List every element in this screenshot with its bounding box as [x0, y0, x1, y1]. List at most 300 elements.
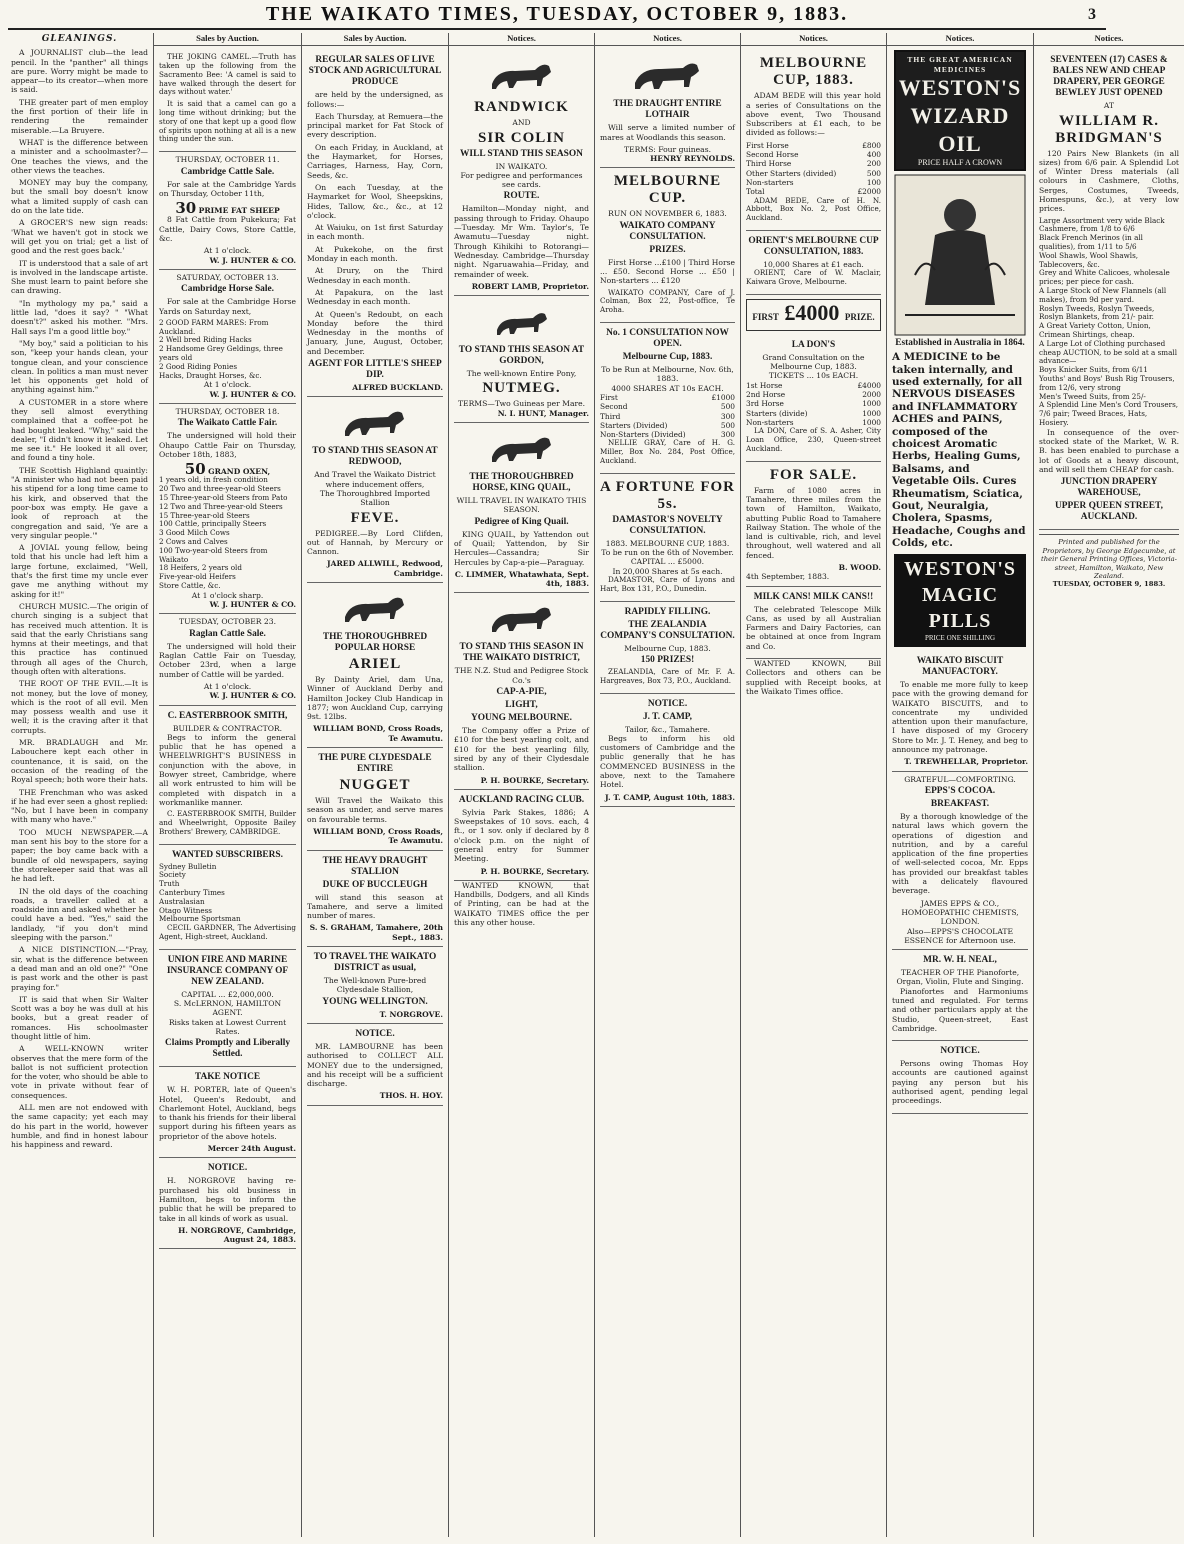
auction-detail: 8 Fat Cattle from Pukekura; Fat Cattle, Dairy Cows, Store Cattle, &c. [159, 215, 296, 244]
column-notices-4 [887, 33, 1034, 1537]
auction-item: 2 Good Riding Ponies [159, 361, 238, 371]
publication-item: Australasian [159, 896, 205, 906]
union-insurance-ad [159, 950, 296, 1067]
prize-value: 1000 [862, 399, 881, 409]
gleanings-title: GLEANINGS. [41, 34, 118, 44]
stallion-name: FEVE. [350, 509, 400, 526]
publication-item: Sydney Bulletin [159, 861, 217, 871]
column-header: Notices. [887, 33, 1033, 46]
prize-label: First [600, 392, 618, 402]
auction-item: Five-year-old Heifers [159, 572, 236, 582]
prize-label: Second [600, 402, 628, 412]
drapery-item: A Large Lot of Clothing purchased cheap AUCTION, to be sold at a small advance— [1039, 338, 1178, 366]
column-header: Notices. [595, 33, 740, 46]
prize-label: Third [600, 411, 621, 421]
stud-prize-note: The Company offer a Prize of £10 for the best yearling colt, and £10 for the best yearling filly, sired by any of their Clydesdale stallion. [454, 726, 589, 773]
orient-ad [746, 231, 881, 295]
prize-label: Total [746, 187, 765, 197]
sheep-dip-agent: AGENT FOR LITTLE'S SHEEP DIP. [308, 359, 442, 381]
prize-row [746, 150, 881, 159]
auction-date: SATURDAY, OCTOBER 13. [176, 272, 279, 282]
nutmeg-ad [454, 296, 589, 423]
notice-signature: THOS. H. HOY. [379, 1091, 443, 1101]
gleaning-paragraph: A CUSTOMER in a store where they sell almost everything complained that a coffee-pot he had bought leaked. "Why," said the dealer, "I didn't know it leaked. Let me see it." He looked it all over, and found a tiny hole. [11, 397, 148, 463]
lothair-title: THE DRAUGHT ENTIRE LOTHAIR [613, 99, 722, 121]
zealandia-prizes: 150 PRIZES! [640, 654, 695, 665]
drapery-note: In consequence of the over-stocked state of the Market, W. R. B. has been enabled to purchase a lot of Goods at a heavy discount, and will sell them CHEAP for cash. [1039, 427, 1179, 474]
prize-label: First Horse [746, 140, 789, 150]
gleaning-paragraph: IT is said that when Sir Walter Scott was a boy he was dull at his books, but a great reader of romances. His schoolmaster thought little of him. [11, 994, 148, 1041]
auction-item: 12 Two and Three-year-old Steers [159, 501, 283, 511]
publication-item: Society [159, 870, 186, 880]
orient-address: ORIENT, Care of W. Maclair, Kaiwara Grove, Melbourne. [746, 268, 881, 287]
neal-body: Pianofortes and Harmoniums tuned and regulated. For terms and other particulars apply at the Studio, Queen-street, East Cambridge. [892, 986, 1028, 1033]
publication-item: Canterbury Times [159, 887, 225, 897]
masthead-rule [8, 28, 1106, 30]
sale-item: At Papakura, on the last Wednesday in each month. [307, 287, 443, 307]
notice-body: W. H. PORTER, late of Queen's Hotel, Queen's Redoubt, and Charlemont Hotel, Auckland, begs to thank his friends for their liberal support during his fifteen years as proprietor of the above hotels. [159, 1085, 296, 1141]
prize-label: 3rd Horse [746, 399, 784, 409]
stallion-body: will stand this season at Tamahere, and serve a limited number of mares. [307, 892, 443, 921]
adam-bede-address: ADAM BEDE, Care of H. N. Abbott, Box No. 2, Post Office, Auckland. [746, 195, 881, 223]
prize-value: 500 [720, 402, 735, 412]
pony-illustration [477, 302, 567, 342]
prize-row [746, 399, 881, 408]
auction-list [159, 476, 296, 590]
printer-imprint [1039, 534, 1179, 588]
zealandia-title: THE ZEALANDIA COMPANY'S CONSULTATION. [600, 619, 735, 641]
subscribers-title: WANTED SUBSCRIBERS. [172, 849, 283, 860]
neal-subjects: TEACHER OF THE Pianoforte, Organ, Violin, Flute and Singing. [896, 968, 1024, 987]
auction-lead: For sale at the Cambridge Yards on Thursday, October 11th, [159, 179, 296, 198]
auction-time: At 1 o'clock. [203, 380, 252, 390]
notice-title: NOTICE. [647, 698, 688, 709]
king-quail-ad [454, 423, 589, 593]
prize-table [600, 393, 735, 439]
auction-item: 2 GOOD FARM MARES: From Auckland. [159, 317, 269, 336]
consultation-name: WAIKATO COMPANY CONSULTATION. [619, 220, 716, 242]
la-don-title: LA DON'S [791, 339, 836, 350]
stallion-owner: JARED ALLWILL, Redwood, Cambridge. [327, 559, 443, 578]
notice-title: NOTICE. [207, 1163, 248, 1174]
epps-chocolate: Also—EPPS'S CHOCOLATE ESSENCE for Afternoon use. [904, 926, 1016, 945]
magic-pills-price: PRICE ONE SHILLING [925, 633, 995, 642]
zealandia-address: ZEALANDIA, Care of Mr. F. A. Hargreaves, Box 73, P.O., Auckland. [600, 666, 735, 685]
stallion-subtitle: And Travel the Waikato District where inducement offers, [314, 470, 436, 489]
melbourne-cup-title: MELBOURNE CUP. [613, 173, 722, 207]
gleaning-paragraph: "In mythology my pa," said a little lad, "does it say? " "What doesn't?" asked his mother. "Mrs. Hall says I'm a good little boy." [11, 298, 148, 336]
gleaning-paragraph: IT is understood that a sale of art is involved in the landscape artiste. She must learn to paint before she can drawing. [11, 258, 148, 296]
sales-list [307, 112, 443, 356]
pony-name: NUTMEG. [482, 380, 561, 397]
sale-item: At Waiuku, on 1st first Saturday in each month. [307, 223, 443, 242]
lothair-ad [600, 50, 735, 168]
auction-item: 18 Heifers, 2 years old [159, 563, 242, 573]
nellie-gray-ad [600, 323, 735, 474]
prize-label: Second Horse [746, 150, 799, 160]
notice-title: TAKE NOTICE [194, 1072, 261, 1083]
prize-label: Non-starters [746, 417, 794, 427]
notice-body: H. NORGROVE having re-purchased his old business in Hamilton, begs to inform the public that he will be prepared to take in all kinds of work as usual. [159, 1176, 296, 1223]
drapery-title: SEVENTEEN (17) CASES & BALES NEW AND CHEAP DRAPERY, PER GEORGE BEWLEY JUST OPENED [1050, 55, 1168, 99]
prizes-title: PRIZES. [649, 244, 686, 255]
first-word: FIRST [752, 311, 779, 322]
newspaper-title: THE WAIKATO TIMES, TUESDAY, OCTOBER 9, 1883. [265, 2, 849, 25]
column-notices-5 [1034, 33, 1184, 1537]
prize-row [600, 393, 735, 402]
damastor-ad [600, 474, 735, 602]
drapery-at: AT [1103, 101, 1115, 111]
stallion-ariel-ad [307, 583, 443, 748]
prize-table [746, 381, 881, 427]
drapery-list [1039, 217, 1179, 428]
printing-wanted-ad: WANTED KNOWN, that Handbills, Dodgers, and all Kinds of Printing, can be had at the WAIKATO TIMES office the per this any other house. [454, 880, 589, 928]
gleaning-paragraph: A GROCER'S new sign reads: 'What we haven't got in stock we will get you on trial; get a list of good and the rest goes back.' [11, 218, 148, 256]
prize-label: 1st Horse [746, 380, 783, 390]
notice-signature: H. NORGROVE, Cambridge, August 24, 1883. [178, 1225, 296, 1245]
subscribers-firm: CECIL GARDNER, The Advertising Agent, High-street, Auckland. [159, 923, 296, 941]
secretary-name: P. H. BOURKE, Secretary. [480, 775, 589, 785]
drapery-item: Grey and White Calicoes, wholesale prices; per piece for cash. [1039, 268, 1170, 287]
builder-body: Begs to inform the general public that he has opened a WHEELWRIGHT'S BUSINESS in conjunction with the above, in Bowyer street, Cambridge, where all work entrusted to him will be completed with dispatch in a workmanlike manner. [159, 732, 296, 807]
draught-horse-illustration [623, 56, 713, 96]
prize-lines: First Horse ...£100 | Third Horse ... £50. Second Horse ... £50 | Non-starters ... £120 [600, 257, 735, 286]
stallion-wellington-ad [307, 947, 443, 1024]
wizard-oil-body: A MEDICINE to be taken internally, and used externally, for all NERVOUS DISEASES and INFLAMMATORY ACHES and PAINS, composed of the choicest Aromatic Herbs, Healing Gums, Balsams, and Vegetable Oils. Cures Rheumatism, Sciatica, Gout, Neuralgia, Cholera, Spasms, Headache, Coughs and Colds, etc. [892, 351, 1026, 550]
stand-title: WILL STAND THIS SEASON [460, 148, 583, 159]
gleaning-paragraph: TOO MUCH NEWSPAPER.—A man sent his boy to the store for a paper; the boy came back with a bundle of old newspapers, saying the storekeeper said that was all he had left. [11, 827, 148, 884]
notice-signature: J. T. CAMP, August 10th, 1883. [605, 792, 735, 802]
prize-label: Non-starters [746, 177, 794, 187]
epps-tagline: GRATEFUL—COMFORTING. [904, 774, 1016, 784]
column-header: Notices. [741, 33, 886, 46]
stallion-feve-ad [307, 397, 443, 583]
prize-row [600, 402, 735, 411]
manager-name: N. I. HUNT, Manager. [497, 408, 589, 418]
colin-name: SIR COLIN [478, 129, 565, 146]
gleanings-list [11, 48, 148, 1149]
racing-club-secretary: P. H. BOURKE, Secretary. [480, 866, 589, 876]
publication-item: Truth [159, 879, 180, 889]
stallion-title: TO TRAVEL THE WAIKATO DISTRICT as usual, [313, 952, 437, 974]
auction-time: At 1 o'clock. [203, 681, 252, 691]
biscuit-proprietor: T. TREWHELLAR, Proprietor. [904, 757, 1028, 767]
drapery-item: A Splendid Line Men's Cord Trousers, 7/6 pair; Tweed Braces, Hats, Hosiery. [1039, 400, 1179, 427]
prize-value: 400 [866, 150, 881, 160]
prize-value: 1000 [862, 417, 881, 427]
auction-lead: The undersigned will hold their Raglan Cattle Fair on Tuesday, October 23rd, when a large number of Cattle will be yarded. [159, 641, 296, 679]
publication-list [159, 863, 296, 925]
adam-bede-body: ADAM BEDE will this year hold a series of Consultations on the above event, Two Thousand Subscribers at £1 each, to be divided as follows:— [746, 91, 881, 138]
stand-title: THE THOROUGHBRED HORSE, KING QUAIL, [469, 472, 574, 494]
prize-row [600, 412, 735, 421]
waikato-consultation-ad [600, 168, 735, 323]
consultation-shares: 4000 SHARES AT 10s EACH. [611, 383, 724, 393]
column-gleanings [6, 33, 154, 1537]
drapery-item: Black French Merinos (in all qualities), from 1/11 to 5/6 [1039, 233, 1143, 252]
stallion-name: ARIEL [348, 655, 402, 672]
lot-number: 50 [184, 460, 206, 479]
lot-number: 30 [175, 199, 197, 218]
fortune-address: DAMASTOR, Care of Lyons and Hart, Box 131, P.O., Dunedin. [600, 575, 735, 593]
sale-item: At Queen's Redoubt, on each Monday before the third Wednesday in the months of January, June, August, October, and December. [307, 309, 443, 356]
biscuit-title: WAIKATO BISCUIT MANUFACTORY. [916, 655, 1004, 677]
la-don-subtitle: Grand Consultation on the Melbourne Cup, 1883. [762, 352, 865, 372]
junction-address: UPPER QUEEN STREET, AUCKLAND. [1055, 501, 1163, 523]
pedigree-body: KING QUAIL, by Yattendon out of Quail; Yattendon, by Sir Hercules—Cassandra; Sir Hercules by Cap-a-pie—Paraguay. [454, 529, 589, 567]
prize-label: Starters (divide) [746, 408, 808, 418]
auction-item: Hacks, Draught Horses, &c. [159, 370, 262, 380]
camel-lead: THE JOKING CAMEL.—Truth has taken up the following from the Sacramento Bee: 'A camel is said to have walked through the desert for days without water.' [159, 52, 296, 97]
notice-title: NOTICE. [940, 1046, 980, 1057]
auction-time: At 1 o'clock sharp. [191, 590, 264, 600]
for-sale-title: FOR SALE. [769, 466, 858, 483]
gleaning-paragraph: A JOVIAL young fellow, being told that his uncle had left him a large fortune, exclaimed, "Well, that's the first time my uncle ever gave me anything without my asking for it!" [11, 543, 148, 599]
established-line: Established in Australia in 1864. [895, 338, 1025, 349]
consultation-address: WAIKATO COMPANY, Care of J. Colman, Box 22, Post-office, Te Aroha. [600, 287, 735, 315]
epps-subtitle: BREAKFAST. [930, 798, 990, 809]
lothair-owner: HENRY REYNOLDS. [650, 154, 735, 164]
and-word: AND [512, 118, 531, 128]
stallion-nugget-ad [307, 748, 443, 850]
drapery-item: Boys Knicker Suits, from 6/11 [1039, 365, 1148, 375]
prize-value: £4000 [857, 380, 881, 390]
builder-ad [159, 706, 296, 845]
horse-illustration [477, 56, 567, 96]
stallion-owner: WILLIAM BOND, Cross Roads, Te Awamutu. [313, 724, 443, 743]
gleaning-paragraph: "My boy," said a politician to his son, "keep your hands clean, your tongue clean, and your conscience clean. In politics a man must never let his opponents get hold of anything against him." [11, 338, 148, 395]
auction-lead: The undersigned will hold their Ohaupo Cattle Fair on Thursday, October 18th, 1883, [159, 431, 296, 459]
auction-item: 2 Handsome Grey Geldings, three years old [159, 344, 283, 363]
regular-sales-intro: are held by the undersigned, as follows:— [307, 90, 443, 109]
epps-cocoa-ad [892, 772, 1028, 950]
owner-name: C. LIMMER, Whatawhata, Sept. 4th, 1883. [454, 569, 589, 589]
sale-item: At Drury, on the Third Wednesday in each month. [307, 266, 443, 285]
auction-date: TUESDAY, OCTOBER 23. [179, 617, 276, 627]
gleaning-paragraph: ALL men are not endowed with the same capacity; yet each may do his part in the world, however humble, and find in honest labour his happiness and reward. [11, 1103, 148, 1150]
la-don-ad [746, 335, 881, 462]
for-sale-date: 4th September, 1883. [746, 572, 830, 582]
subscribers-ad [159, 845, 296, 950]
stallion-owner: S. S. GRAHAM, Tamahere, 20th Sept., 1883. [309, 923, 443, 942]
union-claims: Claims Promptly and Liberally Settled. [164, 1038, 291, 1060]
prize-value: £1000 [711, 392, 735, 402]
regular-sales-title: REGULAR SALES OF LIVE STOCK AND AGRICULTURAL PRODUCE [308, 55, 442, 88]
rapidly-filling: RAPIDLY FILLING. [624, 606, 711, 617]
gleaning-paragraph: THE Frenchman who was asked if he had ever seen a ghost replied: "No, but I have been in company with many who have." [11, 787, 148, 825]
farm-for-sale-ad [746, 462, 881, 587]
regular-sales-ad [307, 50, 443, 397]
builder-trade: BUILDER & CONTRACTOR. [172, 723, 283, 733]
notice-body: MR. LAMBOURNE has been authorised to COLLECT ALL MONEY due to the undersigned, and his receipt will be a sufficient discharge. [307, 1041, 443, 1089]
racing-club-ad [454, 790, 589, 881]
route-title: ROUTE. [503, 191, 540, 202]
auction-lead: For sale at the Cambridge Horse Yards on Saturday next, [159, 297, 296, 316]
auction-cambridge-cattle [159, 152, 296, 270]
sale-item: Each Thursday, at Remuera—the principal market for Fat Stock of every description. [307, 111, 443, 140]
column-header: Notices. [449, 33, 594, 46]
stud-company: THE N.Z. Stud and Pedigree Stock Co.'s [454, 666, 589, 685]
horse-illustration [330, 403, 420, 443]
auction-item: 100 Two-year-old Steers from Waikato [159, 545, 268, 564]
nz-stud-ad [454, 593, 589, 789]
sale-item: On each Friday, in Auckland, at the Haymarket, for Horses, Carriages, Harness, Hay, Corn, Seeds, &c. [307, 142, 443, 180]
auction-title: The Waikato Cattle Fair. [177, 418, 278, 429]
fortune-capital: CAPITAL ... £5000. [630, 557, 705, 567]
consultation-event: Melbourne Cup, 1883. [622, 352, 713, 363]
page-number: 3 [1088, 6, 1096, 23]
stallion-owner: T. NORGROVE. [379, 1009, 443, 1019]
stallion-owner: WILLIAM BOND, Cross Roads, Te Awamutu. [313, 826, 443, 846]
gleaning-paragraph: A WELL-KNOWN writer observes that the mere form of the ballot is not sufficient protection for the voter, who should be able to vote in private without fear of consequences. [11, 1044, 148, 1100]
auction-item: 2 Cows and Calves [159, 537, 228, 547]
auction-firm: W. J. HUNTER & CO. [209, 691, 296, 701]
auction-firm: W. J. HUNTER & CO. [209, 600, 296, 610]
camel-story [159, 50, 296, 152]
for-sale-body: Farm of 1080 acres in Tamahere, three miles from the town of Hamilton, Waikato, abutting Public Road to Tamahere Railway Station. The whole of the land is cultivable, rich, and level throughout, well watered and all fenced. [746, 485, 881, 560]
pedigree-note: For pedigree and performances see cards. [460, 170, 583, 190]
gleaning-paragraph: MONEY may buy the company, but the small boy doesn't know what a limited supply of cash can do on the late tide. [11, 178, 148, 216]
norgrove-notice [159, 1158, 296, 1249]
stud-terms: TERMS—Two Guineas per Mare. [457, 399, 586, 409]
auction-item: 100 Cattle, principally Steers [159, 519, 267, 529]
pedigree-title: Pedigree of King Quail. [474, 516, 569, 527]
column-auction-1 [154, 33, 302, 1537]
fortune-subtitle: DAMASTOR'S NOVELTY CONSULTATION. [612, 514, 723, 536]
prize-value: 500 [720, 420, 735, 430]
randwick-name: RANDWICK [474, 99, 569, 116]
sale-item: On each Tuesday, at the Haymarket for Wool, Sheepskins, Hides, Tallow, &c., &c., at 12 o'clock. [307, 182, 443, 220]
auction-item: 15 Three-year-old Steers from Pato [159, 493, 288, 503]
prize-row [746, 409, 881, 418]
zealandia-ad [600, 602, 735, 694]
auction-date: THURSDAY, OCTOBER 18. [175, 407, 280, 416]
auction-item: 1 years old, in fresh condition [159, 475, 268, 485]
epps-maker: JAMES EPPS & CO., HOMOEOPATHIC CHEMISTS, LONDON. [901, 898, 1019, 927]
milk-cans-ad [746, 587, 881, 659]
receipt-books-ad: WANTED KNOWN, Bill Collectors and others can be supplied with Receipt books, at the Waikato Times office. [746, 659, 881, 696]
newspaper-columns [6, 33, 1179, 1537]
horse-illustration [330, 589, 420, 629]
zealandia-event: Melbourne Cup, 1883. [624, 643, 711, 653]
auctioneer-firm: ALFRED BUCKLAND. [352, 383, 443, 393]
stallion-title: THE PURE CLYDESDALE ENTIRE [318, 753, 432, 775]
auction-items [159, 319, 296, 381]
notice-body: Begs to inform his old customers of Cambridge and the public generally that he has COMMENCED BUSINESS in the above, next to the Tamahere Hotel. [600, 733, 735, 790]
drapery-item: A Great Variety Cotton, Union, Crimean Shirtings, cheap. [1039, 321, 1151, 340]
auction-lot [159, 460, 296, 479]
stallion-subtitle: The Well-known Pure-bred Clydesdale Stallion, [323, 976, 427, 995]
notice-signature: Mercer 24th August. [207, 1144, 296, 1154]
union-capital: CAPITAL ... £2,000,000. [181, 989, 274, 999]
auction-raglan [159, 614, 296, 705]
prize-row [600, 421, 735, 430]
drapery-body: 120 Pairs New Blankets (in all sizes) from 6/6 pair. A Splendid Lot of Winter Dress materials (all colours in Cashmere, Cloths, Serges, Costumes, Tweeds, Homespuns, &c.), at very low prices. [1039, 148, 1179, 214]
route-body: Hamilton—Monday night, and passing through to Friday. Ohaupo—Tuesday. Mr Wm. Taylor's, Te Awamutu—Tuesday night. Through Kihikihi to Rotorangi—Wednesday. Cambridge—Thursday night. Ngaruawahia—Friday, and remainder of week. [454, 204, 589, 279]
column-notices-1 [449, 33, 595, 1537]
randwick-ad [454, 50, 589, 296]
milk-cans-title: MILK CANS! MILK CANS!! [753, 591, 874, 602]
orient-title: ORIENT'S MELBOURNE CUP CONSULTATION, 1883. [748, 235, 879, 257]
stallion-name: YOUNG WELLINGTON. [322, 996, 428, 1007]
stallion-pedigree: PEDIGREE.—By Lord Clifden, out of Hannah, by Mercury or Cannon. [307, 528, 443, 557]
la-don-tickets: TICKETS ... 10s EACH. [768, 371, 859, 381]
union-agent: S. McLERNON, HAMILTON AGENT. [173, 999, 282, 1018]
column-notices-2 [595, 33, 741, 1537]
stallion-title: TO STAND THIS SEASON AT REDWOOD, [312, 446, 438, 468]
auction-item: 15 Three-year-old Steers [159, 510, 250, 520]
column-notices-3 [741, 33, 887, 1537]
auction-firm: W. J. HUNTER & CO. [209, 255, 296, 265]
auction-title: Cambridge Horse Sale. [181, 284, 274, 295]
orient-shares: 10,000 Shares at £1 each. [763, 259, 864, 269]
consultation-run: To be Run at Melbourne, Nov. 6th, 1883. [601, 365, 734, 384]
prize-label: Non-Starters (Divided) [600, 430, 686, 440]
prize-row [746, 169, 881, 178]
first-prize-banner [746, 299, 881, 331]
gleaning-paragraph: IN the old days of the coaching roads, a traveller called at a roadside inn and asked whether he could have a bed. "Yes," said the landlady, "if you don't mind sleeping with the parson." [11, 886, 148, 943]
union-risks: Risks taken at Lowest Current Rates. [168, 1017, 287, 1036]
publication-item: Melbourne Sportsman [159, 914, 241, 924]
wizard-woodcut-illustration [895, 175, 1025, 335]
imprint-date: TUESDAY, OCTOBER 9, 1883. [1052, 580, 1166, 589]
bridgman-drapery-ad [1039, 50, 1179, 530]
drapery-item: Roslyn Tweeds, Roslyn Tweeds, Roslyn Blankets, from 21/- pair. [1039, 303, 1155, 322]
la-don-address: LA DON, Care of S. A. Asher, City Loan Office, 230, Queen-street Auckland. [746, 426, 881, 453]
builder-address: C. EASTERBROOK SMITH, Builder and Wheelwright, Opposite Bailey Brothers' Brewery, CAMBRIDGE. [159, 809, 296, 836]
gleaning-paragraph: WHAT is the difference between a minister and a schoolmaster?—One teaches the views, and the other views the teaches. [11, 137, 148, 175]
column-header: Sales by Auction. [302, 33, 448, 46]
prize-label: Other Starters (divided) [746, 168, 837, 178]
stallion-name: DUKE OF BUCCLEUGH [322, 879, 428, 890]
prize-label: Third Horse [746, 159, 792, 169]
auction-cambridge-horse [159, 270, 296, 404]
drapery-item: Wool Shawls, Wool Shawls, Tablecovers, &c. [1039, 250, 1139, 269]
column-header: Sales by Auction. [154, 33, 301, 46]
lot-item: GRAND OXEN, [208, 467, 271, 477]
melbourne-cup-title: MELBOURNE CUP, 1883. [759, 55, 868, 89]
prize-value: 200 [866, 159, 881, 169]
stallion-title: THE THOROUGHBRED POPULAR HORSE [322, 631, 428, 653]
stand-subtitle: WILL TRAVEL IN WAIKATO THIS SEASON. [456, 496, 587, 515]
drapery-item: Youths' and Boys' Bush Rig Trousers, from 12/6, very strong [1039, 374, 1175, 392]
prize-value: £800 [862, 140, 881, 150]
drapery-item: Large Assortment very wide Black Cashmere, from 1/8 to 6/6 [1039, 215, 1165, 234]
drapery-merchant: WILLIAM R. BRIDGMAN'S [1055, 112, 1163, 146]
notice-body: Persons owing Thomas Hoy accounts are cautioned against paying any person but his authorised agent, pending legal proceedings. [892, 1059, 1028, 1106]
auction-date: THURSDAY, OCTOBER 11. [175, 155, 280, 165]
route-owner: ROBERT LAMB, Proprietor. [471, 281, 589, 291]
masthead [0, 0, 1114, 28]
consultation-title: No. 1 CONSULTATION NOW OPEN. [606, 328, 729, 350]
prize-value: £2000 [857, 187, 881, 197]
stallion-body: Will Travel the Waikato this season as under, and serve mares on favourable terms. [307, 796, 443, 824]
notice-title: NOTICE. [355, 1028, 395, 1039]
prize-value: 2000 [862, 390, 881, 400]
for-sale-seller: B. WOOD. [838, 562, 881, 572]
stallion-intro: The Thoroughbred Imported Stallion [319, 488, 431, 508]
drapery-item: Men's Tweed Suits, from 25/- [1039, 391, 1146, 401]
auction-item: Store Cattle, &c. [159, 581, 221, 591]
wizard-oil-logo [894, 50, 1026, 171]
union-title: UNION FIRE AND MARINE INSURANCE COMPANY OF NEW ZEALAND. [166, 954, 289, 987]
neal-music-ad [892, 950, 1028, 1041]
gleaning-paragraph: MR. BRADLAUGH and Mr. Labouchere kept each other in countenance, it is said, on the occasion of the reading of the Royal speech; both wore their hats. [11, 738, 148, 785]
fortune-shares: In 20,000 Shares at 5s each. [612, 566, 723, 576]
horse-illustration [477, 599, 567, 639]
gleaning-paragraph: THE greater part of men employ the first portion of their life in rendering the remainder miserable.—La Bruyere. [11, 97, 148, 135]
prize-row [746, 159, 881, 168]
